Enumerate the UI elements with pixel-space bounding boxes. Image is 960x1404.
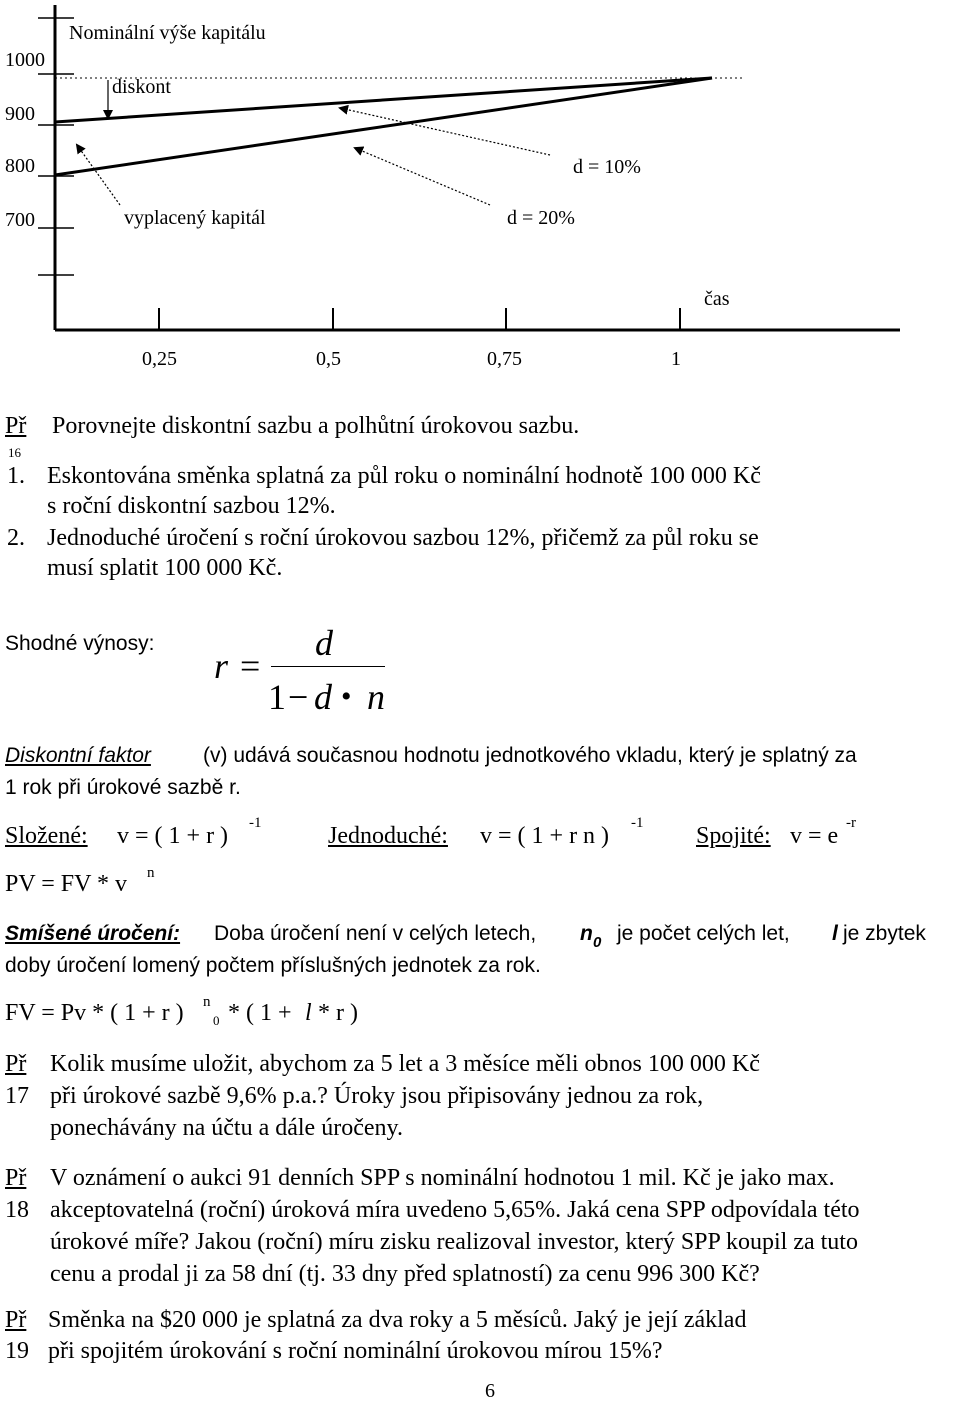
mixed-line-1c: je zbytek	[843, 922, 926, 945]
example-line-2: akceptovatelná (roční) úroková míra uvedeno 5,65%. Jaká cena SPP odpovídala této	[50, 1197, 860, 1223]
chart-graphics	[0, 0, 960, 380]
formula-den-minus: −	[288, 677, 309, 717]
arrow-d10	[340, 108, 550, 155]
x-tick-1: 1	[671, 348, 681, 370]
item-1-number: 1.	[7, 463, 25, 489]
annotation-nominal: Nominální výše kapitálu	[69, 22, 266, 44]
compound-exponent: -1	[249, 815, 262, 831]
fv-formula-l: l	[305, 1000, 312, 1026]
x-tick-05: 0,5	[316, 348, 341, 370]
item-2-line-2: musí splatit 100 000 Kč.	[47, 555, 283, 581]
formula-equals: =	[240, 646, 261, 686]
example-number: 16	[8, 445, 21, 460]
example-line-1: Směnka na $20 000 je splatná za dva roky a 5 měsíců. Jaký je její základ	[48, 1307, 747, 1333]
example-line-2: při spojitém úrokování s roční nominální úrokovou mírou 15%?	[48, 1338, 663, 1364]
fv-formula-b: * ( 1 +	[228, 1000, 292, 1026]
example-line-2: při úrokové sazbě 9,6% p.a.? Úroky jsou připisovány jednou za rok,	[50, 1083, 704, 1109]
simple-label: Jednoduché:	[328, 823, 448, 849]
fv-formula-c: * r )	[318, 1000, 358, 1026]
example-label: Př	[5, 1307, 27, 1333]
mixed-line-1a: Doba úročení není v celých letech,	[214, 922, 537, 945]
example-label: Př	[5, 413, 27, 439]
discount-factor-term: Diskontní faktor	[5, 744, 151, 767]
pv-formula: PV = FV * v	[5, 871, 128, 897]
mixed-n0-sub: 0	[593, 934, 602, 951]
simple-formula: v = ( 1 + r n )	[480, 823, 610, 849]
mixed-line-2: doby úročení lomený počtem příslušných jednotek za rok.	[5, 954, 541, 977]
continuous-label: Spojité:	[696, 823, 771, 849]
x-tick-025: 0,25	[142, 348, 177, 370]
example-line-4: cenu a prodal ji za 58 dní (tj. 33 dny před splatností) za cenu 996 300 Kč?	[50, 1261, 760, 1287]
compound-formula: v = ( 1 + r )	[117, 823, 229, 849]
formula-lhs: r	[214, 646, 229, 686]
formula-den-1: 1	[268, 677, 286, 717]
example-title: Porovnejte diskontní sazbu a polhůtní úrokovou sazbu.	[52, 413, 580, 439]
x-tick-075: 0,75	[487, 348, 522, 370]
annotation-discount: diskont	[112, 76, 171, 98]
continuous-exponent: -r	[846, 815, 856, 831]
mixed-term: Smíšené úročení:	[5, 922, 181, 945]
continuous-formula: v = e	[790, 823, 839, 849]
formula-den-d: d	[314, 677, 332, 717]
example-label: Př	[5, 1051, 27, 1077]
example-line-3: ponechávány na účtu a dále úročeny.	[50, 1115, 403, 1141]
series-label-d10: d = 10%	[573, 156, 641, 178]
mixed-n0: n	[580, 922, 593, 945]
y-tick-1000: 1000	[5, 49, 45, 71]
discount-factor-line-2: 1 rok při úrokové sazbě r.	[5, 776, 241, 799]
series-label-d20: d = 20%	[507, 207, 575, 229]
fraction-bar	[271, 666, 385, 667]
example-line-3: úrokové míře? Jakou (roční) míru zisku realizoval investor, který SPP koupil za tuto	[50, 1229, 858, 1255]
y-tick-800: 800	[5, 155, 35, 177]
example-number: 18	[5, 1197, 29, 1223]
arrow-paid-capital	[77, 145, 120, 205]
fv-formula-a: FV = Pv * ( 1 + r )	[5, 1000, 184, 1026]
y-tick-700: 700	[5, 209, 35, 231]
pv-exponent: n	[147, 865, 155, 881]
arrow-d20	[355, 148, 490, 205]
simple-exponent: -1	[631, 815, 644, 831]
item-1-line-2: s roční diskontní sazbou 12%.	[47, 493, 336, 519]
formula-numerator: d	[315, 623, 333, 663]
x-axis-label: čas	[704, 288, 730, 310]
item-1-line-1: Eskontována směnka splatná za půl roku o nominální hodnotě 100 000 Kč	[47, 463, 761, 489]
mixed-line-1b: je počet celých let,	[617, 922, 790, 945]
example-line-1: Kolik musíme uložit, abychom za 5 let a 3 měsíce měli obnos 100 000 Kč	[50, 1051, 760, 1077]
item-2-number: 2.	[7, 525, 25, 551]
example-line-1: V oznámení o aukci 91 denních SPP s nominální hodnotou 1 mil. Kč je jako max.	[50, 1165, 835, 1191]
y-tick-900: 900	[5, 103, 35, 125]
compound-label: Složené:	[5, 823, 88, 849]
page-number: 6	[485, 1380, 495, 1402]
fv-exponent: n	[203, 994, 211, 1010]
mixed-l: l	[832, 922, 838, 945]
example-label: Př	[5, 1165, 27, 1191]
example-number: 19	[5, 1338, 29, 1364]
item-2-line-1: Jednoduché úročení s roční úrokovou sazbou 12%, přičemž za půl roku se	[47, 525, 759, 551]
annotation-paid-capital: vyplacený kapitál	[124, 207, 266, 229]
discount-factor-line-1: (v) udává současnou hodnotu jednotkového vkladu, který je splatný za	[203, 744, 857, 767]
example-number: 17	[5, 1083, 29, 1109]
fv-exponent-sub: 0	[213, 1013, 220, 1028]
formula-label: Shodné výnosy:	[5, 632, 155, 655]
formula-den-dot: •	[341, 680, 352, 713]
formula-den-n: n	[367, 677, 385, 717]
